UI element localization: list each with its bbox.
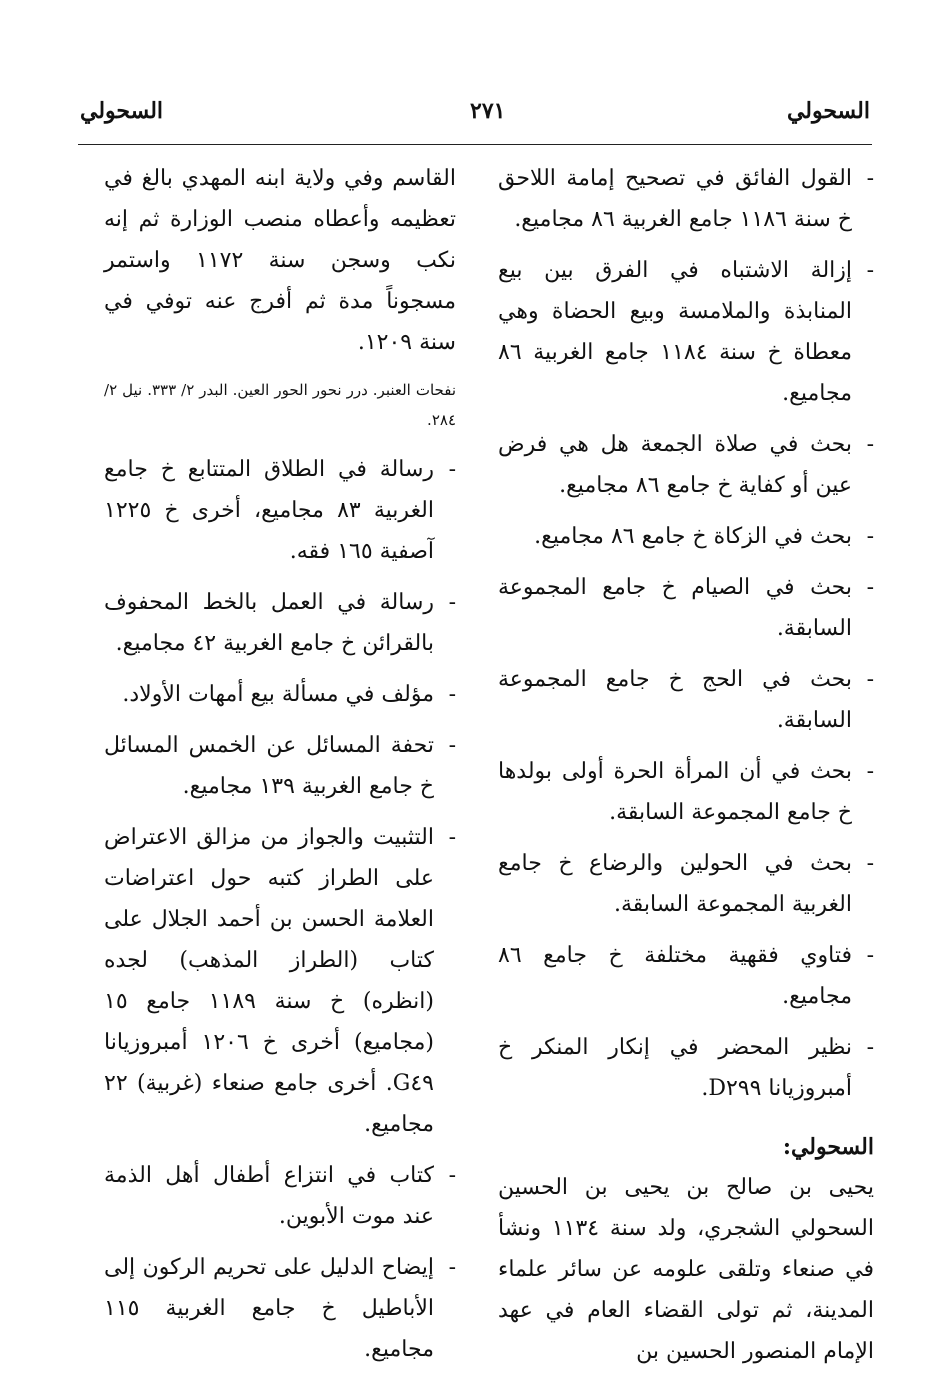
list-item: - القول الفائق في تصحيح إمامة اللاحق خ سنة ١١٨٦ جامع الغربية ٨٦ مجاميع.	[498, 166, 874, 232]
list-item: - التثبيت والجواز من مزالق الاعتراض على الطراز كتبه حول اعتراضات العلامة الحسن بن أحمد الجلال على كتاب (الطراز المذهب) لجده (انظره) خ سنة ١١٨٩ جامع ١٥ (مجاميع) أخرى خ ١٢٠٦ أمبروزيانا G٤٩. أخرى جامع صنعاء (غربية) ٢٢ مجاميع.	[104, 825, 456, 1137]
list-item: - بحث في أن المرأة الحرة أولى بولدها خ جامع المجموعة السابقة.	[498, 759, 874, 825]
running-header	[80, 98, 870, 138]
list-item: - إيضاح الدليل على تحريم الركون إلى الأباطيل خ جامع الغربية ١١٥ مجاميع.	[104, 1255, 456, 1362]
left-column	[104, 158, 456, 1380]
list-item: - فتاوي فقهية مختلفة خ جامع ٨٦ مجاميع.	[498, 943, 874, 1009]
list-item: - مؤلف في مسألة بيع أمهات الأولاد.	[122, 682, 456, 707]
list-item: - بحث في الصيام خ جامع المجموعة السابقة.	[498, 575, 874, 641]
list-item: - رسالة في العمل بالخط المحفوف بالقرائن خ جامع الغربية ٤٢ مجاميع.	[104, 590, 456, 656]
right-column	[498, 158, 874, 1372]
list-item: - بحث في الحولين والرضاع خ جامع الغربية المجموعة السابقة.	[498, 851, 874, 917]
list-item: - بحث في الزكاة خ جامع ٨٦ مجاميع.	[534, 524, 874, 549]
list-item: - رسالة في الطلاق المتتابع خ جامع الغربية ٨٣ مجاميع، أخرى خ ١٢٢٥ آصفية ١٦٥ فقه.	[104, 457, 456, 564]
header-rule	[78, 144, 872, 145]
list-item: - بحث في صلاة الجمعة هل هي فرض عين أو كفاية خ جامع ٨٦ مجاميع.	[498, 432, 874, 498]
header-left-title: السحولي	[80, 98, 164, 124]
list-item: - بحث في الحج خ جامع المجموعة السابقة.	[498, 667, 874, 733]
header-right-title: السحولي	[786, 98, 870, 124]
list-item: - نظير المحضر في إنكار المنكر خ أمبروزيانا D٢٩٩.	[498, 1035, 874, 1101]
biography-continuation: القاسم وفي ولاية ابنه المهدي بالغ في تعظيمه وأعطاه منصب الوزارة ثم إنه نكب وسجن سنة ١١٧٢ واستمر مسجوناً مدة ثم أفرج عنه توفي في سنة ١٢٠٩.	[104, 166, 456, 355]
list-item: - تحفة المسائل عن الخمس المسائل خ جامع الغربية ١٣٩ مجاميع.	[104, 733, 456, 799]
biography-paragraph: يحيى بن صالح بن يحيى بن الحسين السحولي الشجري، ولد سنة ١١٣٤ ونشأ في صنعاء وتلقى علومه عن سائر علماء المدينة، ثم تولى القضاء العام في عهد الإمام المنصور الحسين بن	[498, 1175, 874, 1364]
list-item: - إزالة الاشتباه في الفرق بين بيع المنابذة والملامسة وبيع الحضاة وهي معطاة خ سنة ١١٨٤ جامع الغربية ٨٦ مجاميع.	[498, 258, 874, 406]
list-item: - كتاب في انتزاع أطفال أهل الذمة عند موت الأبوين.	[104, 1163, 456, 1229]
page-number: ٢٧١	[470, 98, 506, 124]
reference-note: نفحات العنبر. درر نحور الحور العين. البدر ٢/ ٣٣٣. نيل ٢/ ٢٨٤.	[104, 381, 456, 429]
section-title: السحولي:	[782, 1134, 874, 1160]
